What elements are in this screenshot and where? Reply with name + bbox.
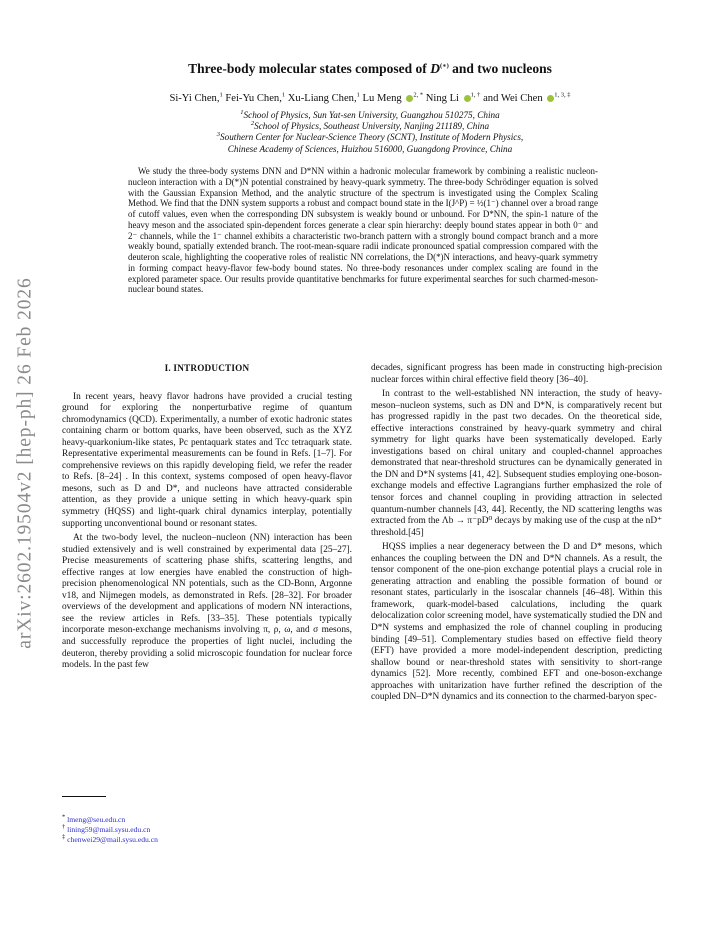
footnote-rule <box>62 796 106 797</box>
footnote: ‡ chenwei29@mail.sysu.edu.cn <box>62 833 158 845</box>
affiliations <box>90 110 650 155</box>
paragraph: In contrast to the well-established NN interaction, the study of heavy-meson–nucleon systems, such as DN and D*N, is comparatively recent but has progressed rapidly in the past two decades. On the theoretical side, effective interactions constrained by heavy-quark symmetry and chiral symmetry for light quarks have been systematically developed. Early investigations based on chiral unitary and coupled-channel approaches demonstrated that near-threshold structures can be dynamically generated in the DN and D*N systems [41, 42]. Subsequent studies employing one-boson-exchange models and effective Lagrangians further emphasized the role of tensor forces and channel coupling in providing attraction in selected quantum-number channels [43, 44]. Recently, the ND scattering lengths was extracted from the Λb → π⁻pD⁰ decays by making use of the cusp at the nD⁺ threshold.[45] <box>371 389 662 538</box>
author-name: Lu Meng <box>362 93 402 104</box>
email-link[interactable]: chenwei29@mail.sysu.edu.cn <box>67 835 158 845</box>
footnotes <box>62 815 312 846</box>
affiliation: Chinese Academy of Sciences, Huizhou 516000, Guangdong Province, China <box>227 143 513 154</box>
left-column <box>62 363 352 672</box>
affiliation: $^2$School of Physics, Southeast University, Nanjing 211189, China <box>250 120 490 132</box>
paragraph: HQSS implies a near degeneracy between the D and D* mesons, which enhances the coupling between the DN and D*N channels. As a result, the tensor component of the one-pion exchange potential plays a crucial role in generating attraction and enabling the possible formation of bound or resonant states, particularly in the isoscalar channels [46–48]. Within this framework, quark-model-based calculations, including the quark delocalization color screening model, have systematically studied the DN and D*N systems and emphasized the role of channel coupling in producing binding [49–51]. Complementary studies based on effective field theory (EFT) have provided a more model-independent description, predicting shallow bound or near-threshold states with sensitivity to short-range dynamics [52]. More recently, combined EFT and one-boson-exchange approaches with unitarization have further refined the description of the coupled DN–D*N dynamics and its connection to the charmed-baryon spec- <box>371 542 662 703</box>
arxiv-identifier: arXiv:2602.19504v2 [hep-ph] 26 Feb 2026 <box>15 277 36 649</box>
email-link[interactable]: lmeng@seu.edu.cn <box>67 815 126 824</box>
author-name: Si-Yi Chen, <box>169 93 220 104</box>
affiliation: $^1$School of Physics, Sun Yat-sen University, Guangzhou 510275, China <box>240 108 500 120</box>
author-name: Fei-Yu Chen, <box>225 93 282 104</box>
footnote: * lmeng@seu.edu.cn <box>62 813 126 824</box>
affiliation: $^3$Southern Center for Nuclear-Science Theory (SCNT), Institute of Modern Physics, <box>216 131 524 143</box>
email-link[interactable]: lining59@mail.sysu.edu.cn <box>67 825 151 835</box>
section-heading: I. INTRODUCTION <box>164 363 250 373</box>
author-name: Xu-Liang Chen, <box>287 93 357 104</box>
author-name: and Wei Chen <box>483 93 543 104</box>
footnote: † lining59@mail.sysu.edu.cn <box>62 823 151 835</box>
author-list: Si-Yi Chen,$^1$ Fei-Yu Chen,$^1$ Xu-Liang Chen,$^1$ Lu Meng $^{2, *}$ Ning Li $^{1, \dagger}$ and Wei Chen $^{1, 3, \ddagger}$ <box>169 91 571 104</box>
abstract <box>128 166 598 295</box>
abstract-text: We study the three-body systems DNN and D*NN within a hadronic molecular framework by combining a realistic nucleon-nucleon interaction with a D(*)N potential constrained by heavy-quark symmetry. The three-body Schrödinger equation is solved with the Gaussian Expansion Method, and the analytic structure of the spectrum is investigated using the Complex Scaling Method. We find that the DNN system supports a robust and compact bound state in the I(J^P) = ½(1⁻) channel over a broad range of cutoff values, even when the corresponding DN subsystem is weakly bound or unbound. For D*NN, the spin-1 nature of the heavy meson and the associated spin-dependent forces generate a clear spin hierarchy: deeply bound states appear in both 0⁻ and 2⁻ channels, while the 1⁻ channel exhibits a characteristic two-branch pattern with a strongly bound compact branch and a more weakly bound, spatially extended branch. The root-mean-square radii indicate pronounced spatial compression compared with the deuteron scale, highlighting the cooperative roles of realistic NN correlations, the D(*)N interactions, and heavy-quark symmetry in forming compact heavy-flavor few-body bound states. No three-body resonances under complex scaling are found in the explored parameter space. Our results provide quantitative benchmarks for future experimental searches for such charmed-meson-nuclear bound states. <box>128 166 598 295</box>
paragraph: decades, significant progress has been made in constructing high-precision nuclear forces within chiral effective field theory [36–40]. <box>371 363 662 385</box>
paragraph: In recent years, heavy flavor hadrons have provided a crucial testing ground for exploring the nonperturbative regime of quantum chromodynamics (QCD). Experimentally, a number of exotic hadronic states containing charm or bottom quarks, have been observed, such as the XYZ heavy-quarkonium-like states, Pc pentaquark states and Tcc tetraquark state. Representative experimental measurements can be found in Refs. [1–7]. For comprehensive reviews on this rapidly developing field, we refer the reader to Refs. [8–24] . In this context, systems composed of open heavy-flavor mesons, such as D and D*, and nucleons have attracted considerable attention, as they provide a unique setting in which heavy-quark spin symmetry (HQSS) and light-quark chiral dynamics interplay, potentially supporting unconventional bound or resonant states. <box>62 391 352 529</box>
paper-title: Three-body molecular states composed of D(∗) and two nucleons <box>188 61 552 76</box>
arxiv-side-stamp <box>8 228 44 698</box>
paragraph: At the two-body level, the nucleon–nucleon (NN) interaction has been studied extensively and is well constrained by experimental data [25–27]. Precise measurements of scattering phase shifts, scattering lengths, and effective ranges at low energies have enabled the construction of high-precision phenomenological NN potentials, such as the CD-Bonn, Argonne v18, and Nijmegen models, as demonstrated in Refs. [28–32]. For broader overviews of the development and applications of modern NN interactions, see the review articles in Refs. [33–35]. These potentials typically incorporate meson-exchange mechanisms involving π, ρ, ω, and σ mesons, and successfully reproduce the properties of light nuclei, including the deuteron, thereby providing a solid microscopic foundation for nuclear force models. In the past few <box>62 533 352 671</box>
author-name: Ning Li <box>425 93 460 104</box>
orcid-icon[interactable] <box>464 95 471 102</box>
right-column <box>371 363 662 704</box>
